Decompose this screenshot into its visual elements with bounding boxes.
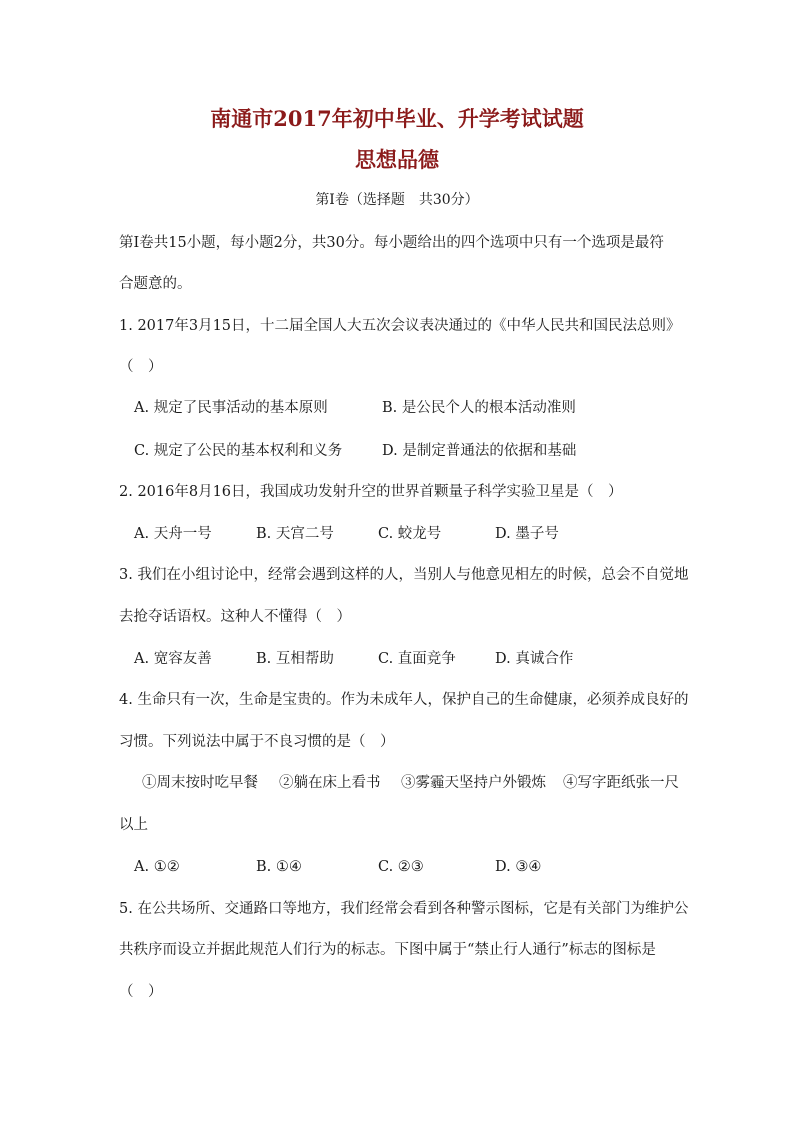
question-5-text-cont: 共秩序而设立并据此规范人们行为的标志。下图中属于“禁止行人通行”标志的图标是	[119, 942, 656, 958]
question-3-option-b: B. 互相帮助	[256, 651, 334, 667]
question-3-text-cont: 去抢夺话语权。这种人不懂得（ ）	[119, 609, 351, 625]
instructions-line-2: 合题意的。	[119, 276, 192, 292]
question-1-option-b: B. 是公民个人的根本活动准则	[382, 400, 576, 416]
question-4-option-a: A. ①②	[134, 859, 180, 875]
question-4-item-cont: 以上	[119, 817, 148, 833]
question-3-option-d: D. 真诚合作	[495, 651, 574, 667]
question-1-option-c: C. 规定了公民的基本权利和义务	[134, 443, 343, 459]
question-4-item-2: ②躺在床上看书	[279, 775, 381, 791]
question-5-blank: （ ）	[119, 984, 163, 1000]
question-4-option-b: B. ①④	[256, 859, 302, 875]
question-1-option-a: A. 规定了民事活动的基本原则	[134, 400, 328, 416]
question-2-text: 2. 2016年8月16日，我国成功发射升空的世界首颗量子科学实验卫星是（ ）	[119, 484, 623, 500]
instructions-line-1: 第Ⅰ卷共15小题，每小题2分，共30分。每小题给出的四个选项中只有一个选项是最符	[119, 235, 664, 251]
question-4-item-4: ④写字距纸张一尺	[563, 775, 679, 791]
question-5-text: 5. 在公共场所、交通路口等地方，我们经常会看到各种警示图标，它是有关部门为维护公	[119, 901, 689, 917]
section-heading: 第Ⅰ卷（选择题 共30分）	[315, 192, 479, 208]
exam-title: 南通市2017年初中毕业、升学考试试题	[210, 106, 584, 131]
question-1-blank: （ ）	[119, 359, 163, 375]
question-2-option-b: B. 天宫二号	[256, 526, 334, 542]
question-4-text: 4. 生命只有一次，生命是宝贵的。作为未成年人，保护自己的生命健康，必须养成良好的	[119, 692, 689, 708]
question-3-text: 3. 我们在小组讨论中，经常会遇到这样的人，当别人与他意见相左的时候，总会不自觉地	[119, 567, 689, 583]
question-4-text-cont: 习惯。下列说法中属于不良习惯的是（ ）	[119, 734, 395, 750]
question-3-option-c: C. 直面竞争	[378, 651, 456, 667]
question-3-option-a: A. 宽容友善	[134, 651, 212, 667]
question-2-option-d: D. 墨子号	[495, 526, 559, 542]
question-2-option-a: A. 天舟一号	[134, 526, 212, 542]
question-4-option-d: D. ③④	[495, 859, 542, 875]
question-4-option-c: C. ②③	[378, 859, 424, 875]
subject-title: 思想品德	[355, 147, 439, 172]
question-4-item-1: ①周末按时吃早餐	[142, 775, 258, 791]
question-4-item-3: ③雾霾天坚持户外锻炼	[401, 775, 546, 791]
question-1-option-d: D. 是制定普通法的依据和基础	[382, 443, 577, 459]
question-2-option-c: C. 蛟龙号	[378, 526, 442, 542]
question-1-text: 1. 2017年3月15日，十二届全国人大五次会议表决通过的《中华人民共和国民法总则》	[119, 318, 681, 334]
